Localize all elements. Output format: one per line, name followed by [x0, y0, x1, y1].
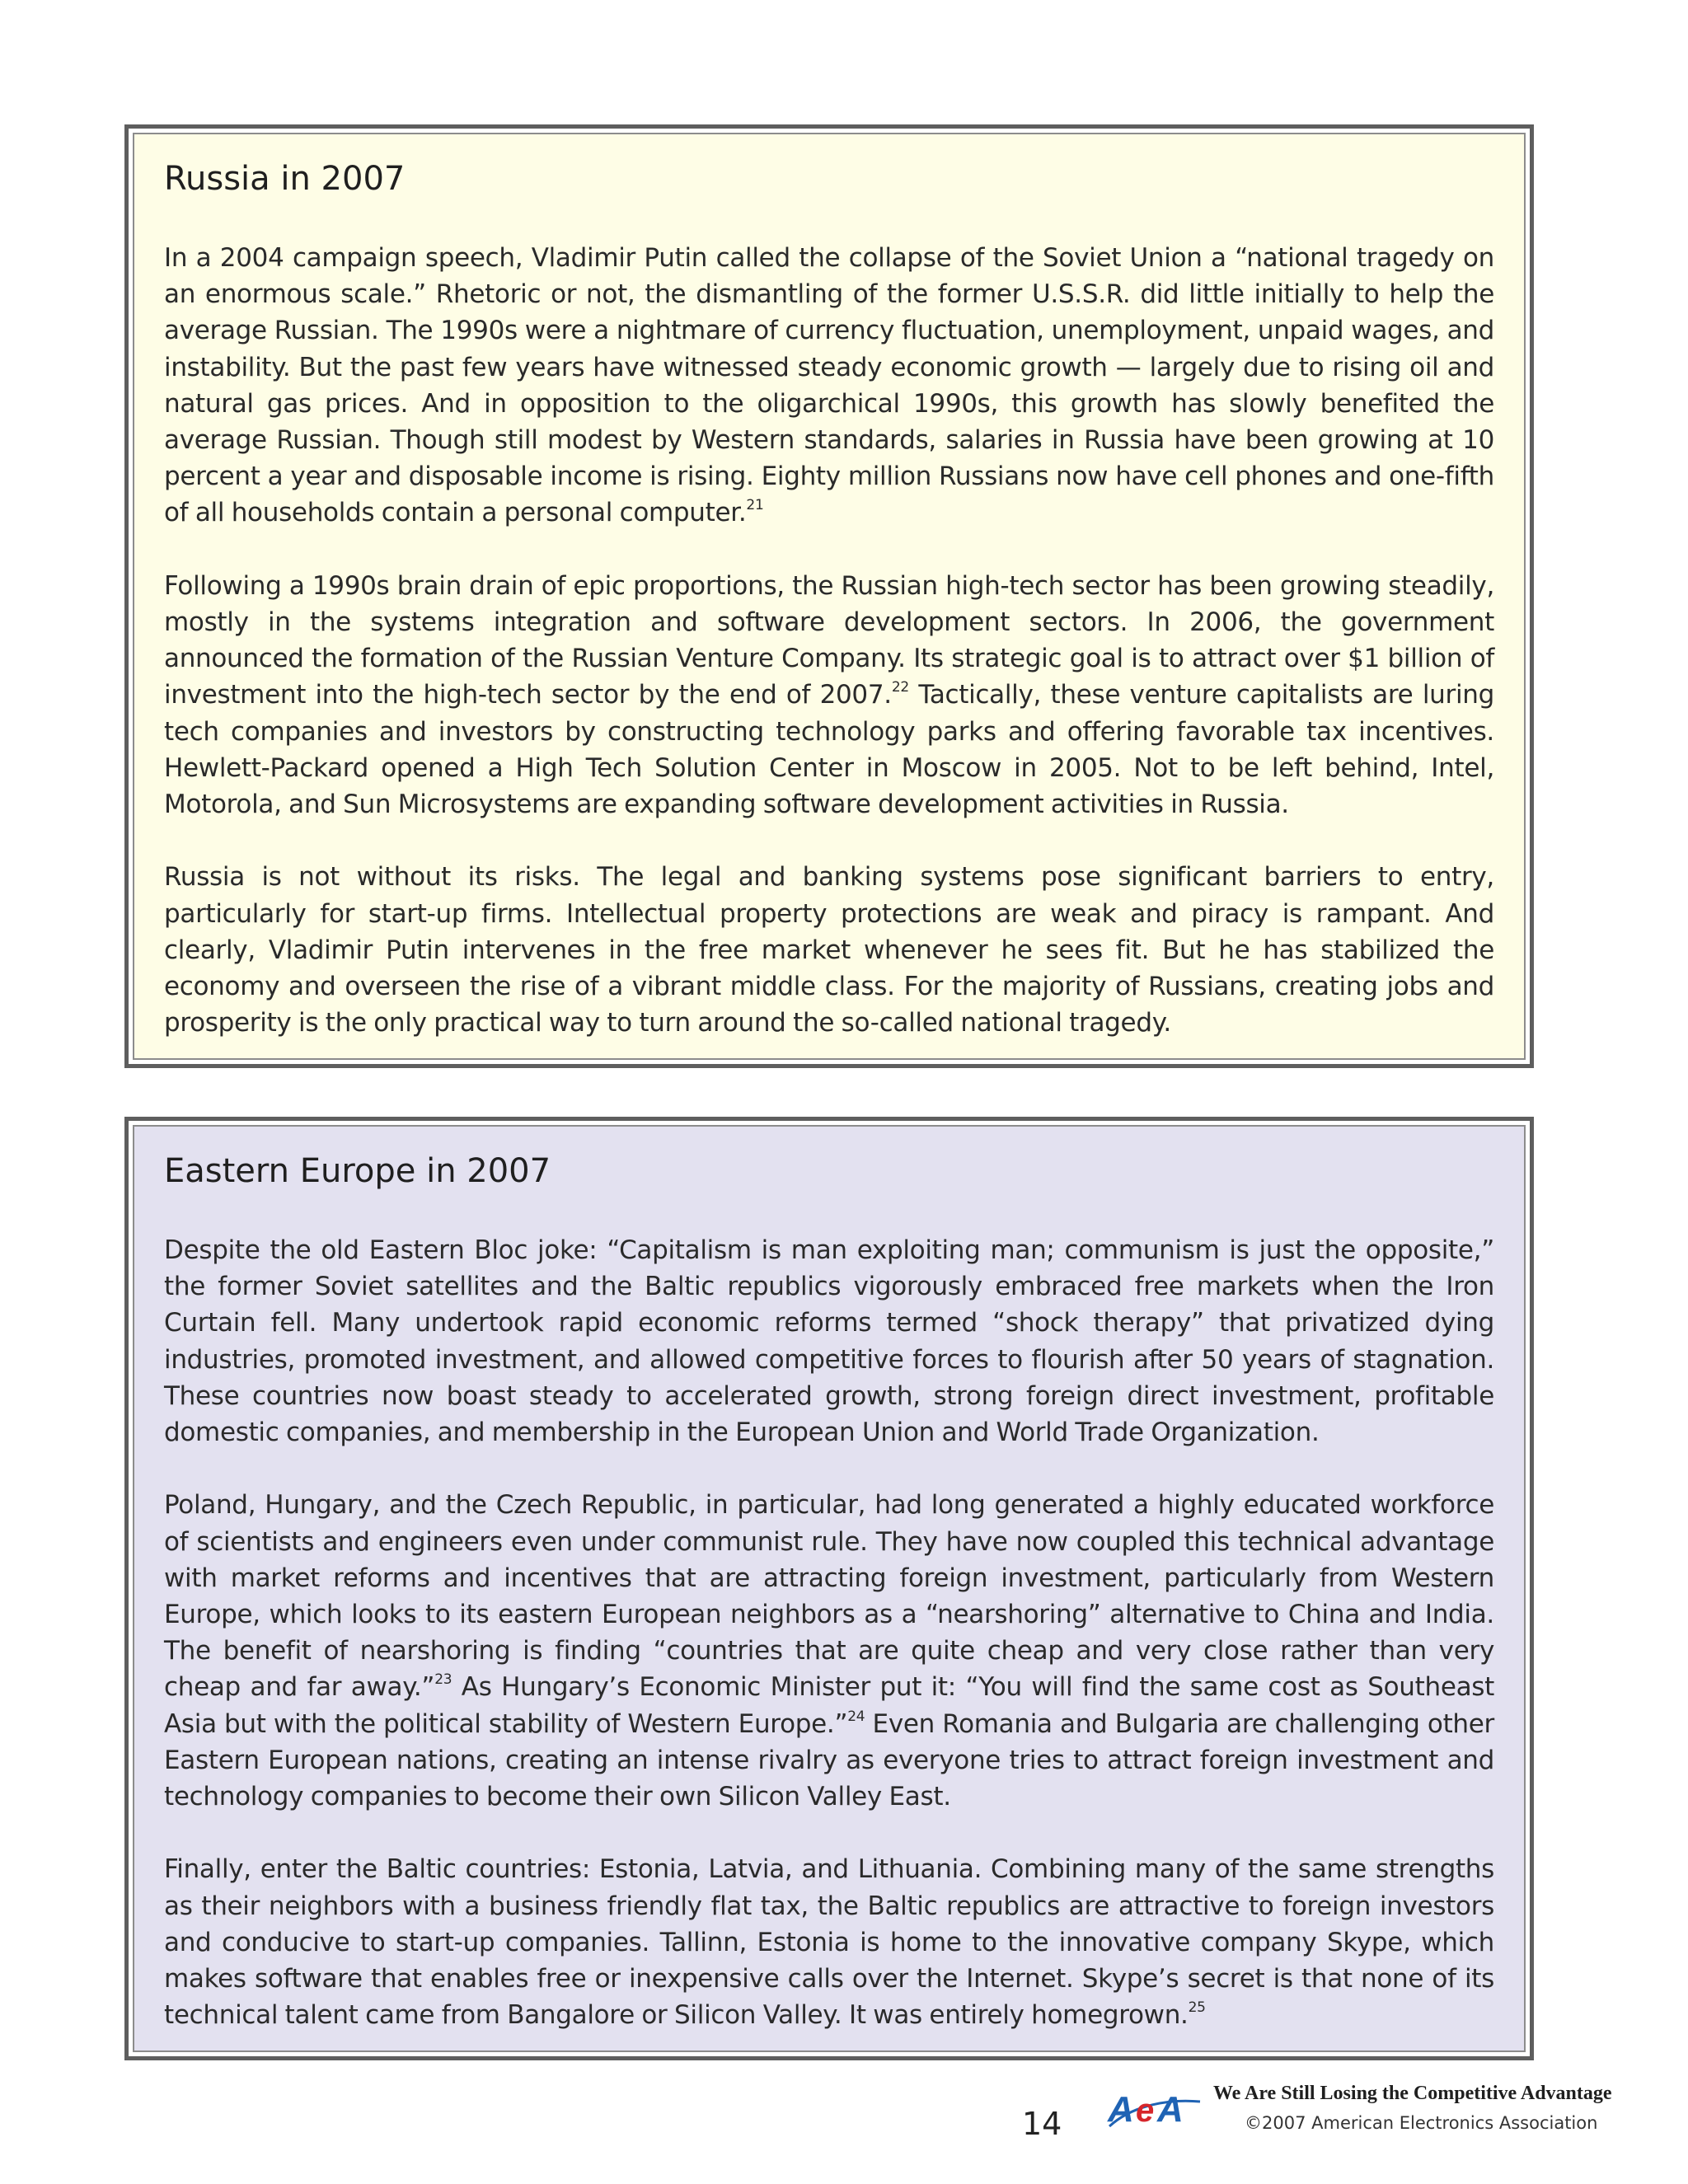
paragraph-text: Even Romania and Bulgaria are challenging other Eastern European nations, creating an intense rivalry as everyone tries to attract foreign investment and technology companies to become their own Silicon Valley East. [164, 1708, 1494, 1812]
russia-paragraph-3 [164, 859, 1494, 1041]
paragraph-text: Russia is not without its risks. The legal and banking systems pose significant barriers to entry, particularly for start-up firms. Intellectual property protections are weak and piracy is rampant. And clearly, Vladimir Putin intervenes in the free market whenever he sees fit. But he has stabilized the economy and overseen the rise of a vibrant middle class. For the majority of Russians, creating jobs and prosperity is the only practical way to turn around the so-called national tragedy. [164, 862, 1494, 1038]
russia-box-inner [133, 133, 1526, 1060]
footnote-ref-22: 22 [891, 679, 909, 696]
report-title: We Are Still Losing the Competitive Advantage [1213, 2083, 1612, 2104]
copyright-notice: ©2007 American Electronics Association [1245, 2113, 1598, 2133]
footnote-ref-24: 24 [847, 1708, 865, 1725]
eastern-europe-sidebar-box [124, 1117, 1534, 2060]
paragraph-text: Following a 1990s brain drain of epic proportions, the Russian high-tech sector has been growing steadily, mostly in the systems integration and software development sectors. In 2006, the government announced the formation of the Russian Venture Company. Its strategic goal is to attract over $1 billion of investment into the high-tech sector by the end of 2007. [164, 570, 1494, 710]
svg-text:A: A [1108, 2089, 1134, 2130]
aea-logo [1104, 2083, 1203, 2133]
russia-sidebar-box [124, 124, 1534, 1068]
footnote-ref-21: 21 [746, 497, 764, 514]
paragraph-text: As Hungary’s Economic Minister put it: “You will find the same cost as Southeast Asia but with the political stability of Western Europe.” [164, 1672, 1494, 1739]
russia-paragraph-2 [164, 568, 1494, 823]
paragraph-text: Finally, enter the Baltic countries: Estonia, Latvia, and Lithuania. Combining many of the same strengths as their neighbors with a business friendly flat tax, the Baltic republics are attractive to foreign investors and conducive to start-up companies. Tallinn, Estonia is home to the innovative company Skype, which makes software that enables free or inexpensive calls over the Internet. Skype’s secret is that none of its technical talent came from Bangalore or Silicon Valley. It was entirely homegrown. [164, 1854, 1494, 2031]
europe-paragraph-2 [164, 1487, 1494, 1815]
paragraph-text: Poland, Hungary, and the Czech Republic, in particular, had long generated a highly educated workforce of scientists and engineers even under communist rule. They have now coupled this technical advantage with market reforms and incentives that are attracting foreign investment, particularly from Western Europe, which looks to its eastern European neighbors as a “nearshoring” alternative to China and India. The benefit of nearshoring is finding “countries that are quite cheap and very close rather than very cheap and far away.” [164, 1490, 1494, 1703]
russia-paragraph-1 [164, 240, 1494, 532]
eastern-europe-box-title: Eastern Europe in 2007 [164, 1152, 551, 1190]
paragraph-text: In a 2004 campaign speech, Vladimir Putin called the collapse of the Soviet Union a “national tragedy on an enormous scale.” Rhetoric or not, the dismantling of the former U.S.S.R. did little initially to help the average Russian. The 1990s were a nightmare of currency fluctuation, unemployment, unpaid wages, and instability. But the past few years have witnessed steady economic growth — largely due to rising oil and natural gas prices. And in opposition to the oligarchical 1990s, this growth has slowly benefited the average Russian. Though still modest by Western standards, salaries in Russia have been growing at 10 percent a year and disposable income is rising. Eighty million Russians now have cell phones and one-fifth of all households contain a personal computer. [164, 243, 1494, 528]
svg-text:A: A [1157, 2089, 1184, 2130]
russia-box-title: Russia in 2007 [164, 160, 406, 198]
europe-paragraph-1 [164, 1232, 1494, 1451]
europe-paragraph-3 [164, 1851, 1494, 2033]
footnote-ref-25: 25 [1188, 1999, 1206, 2017]
paragraph-text: Despite the old Eastern Bloc joke: “Capitalism is man exploiting man; communism is just the opposite,” the former Soviet satellites and the Baltic republics vigorously embraced free markets when the Iron Curtain fell. Many undertook rapid economic reforms termed “shock therapy” that privatized dying industries, promoted investment, and allowed competitive forces to flourish after 50 years of stagnation. These countries now boast steady to accelerated growth, strong foreign direct investment, profitable domestic companies, and membership in the European Union and World Trade Organization. [164, 1235, 1494, 1448]
eastern-europe-box-inner [133, 1125, 1526, 2052]
svg-text:e: e [1136, 2093, 1155, 2129]
paragraph-text: Tactically, these venture capitalists are luring tech companies and investors by constructing technology parks and offering favorable tax incentives. Hewlett-Packard opened a High Tech Solution Center in Moscow in 2005. Not to be left behind, Intel, Motorola, and Sun Microsystems are expanding software development activities in Russia. [164, 680, 1494, 820]
footnote-ref-23: 23 [434, 1671, 452, 1689]
page-number: 14 [1022, 2106, 1062, 2142]
